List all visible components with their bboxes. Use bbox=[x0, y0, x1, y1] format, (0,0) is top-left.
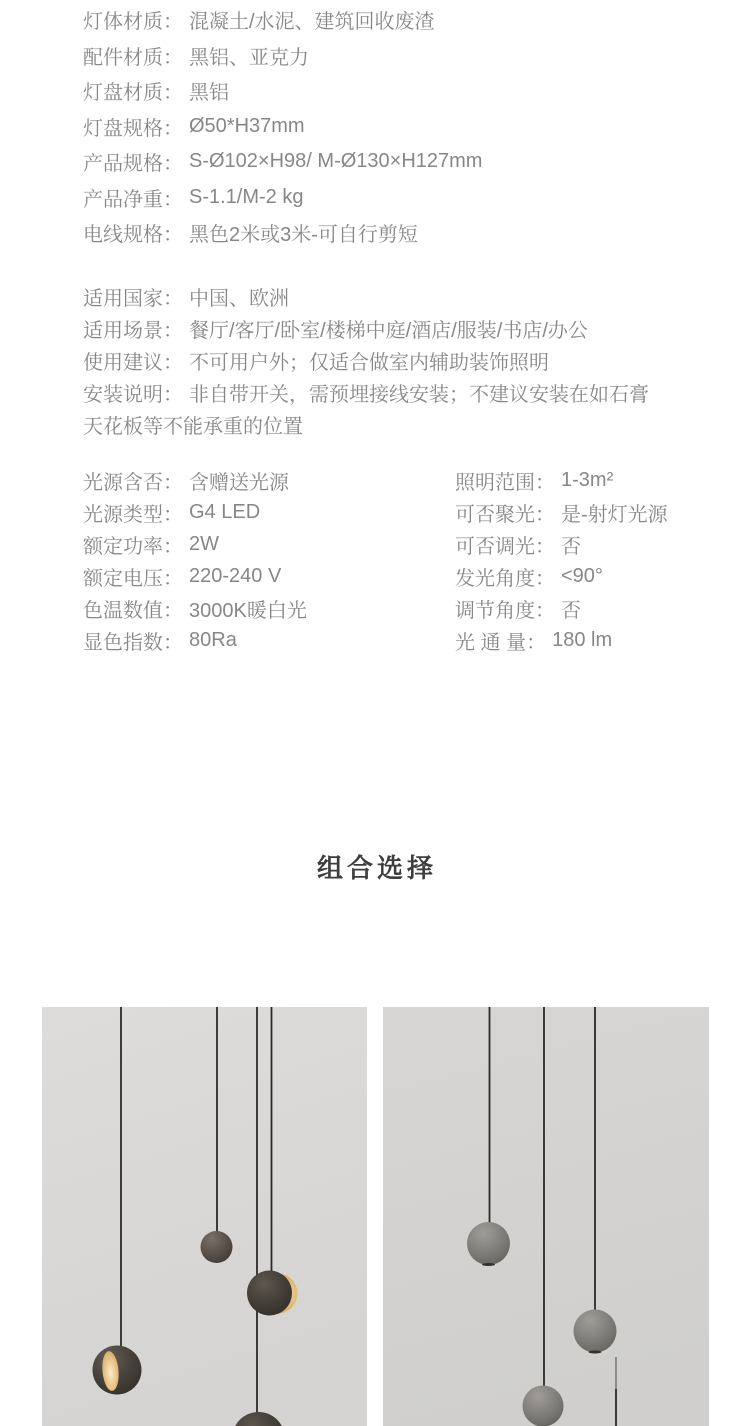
spec-row bbox=[83, 560, 307, 592]
spec-value: 是-射灯光源 bbox=[561, 503, 668, 526]
spec-row bbox=[83, 592, 307, 624]
concrete-sphere-bottom-cut bbox=[523, 1386, 564, 1426]
spec-label: 灯盘材质： bbox=[83, 82, 183, 105]
spec-label: 显色指数： bbox=[83, 631, 183, 654]
spec-row bbox=[83, 496, 307, 528]
spec-value: G4 LED bbox=[189, 500, 261, 523]
combination-photo-right bbox=[383, 1007, 709, 1426]
light-spec-list-left bbox=[83, 464, 307, 656]
spec-value: 不可用户外；仅适合做室内辅助装饰照明 bbox=[189, 351, 549, 374]
photo-background bbox=[42, 1007, 367, 1426]
spec-row bbox=[455, 560, 668, 592]
spec-value: <90° bbox=[561, 564, 603, 587]
spec-row bbox=[83, 344, 683, 376]
spec-value: 餐厅/客厅/卧室/楼梯中庭/酒店/服装/书店/办公 bbox=[189, 319, 588, 342]
spec-row bbox=[83, 624, 307, 656]
spec-label: 额定电压： bbox=[83, 567, 183, 590]
spec-value: 否 bbox=[561, 599, 581, 622]
spec-value: 3000K暖白光 bbox=[189, 599, 307, 622]
spec-value: 非自带开关，需预埋接线安装；不建议安装在如石膏 bbox=[189, 383, 649, 406]
spec-label: 调节角度： bbox=[455, 599, 555, 622]
spec-value: 黑色2米或3米-可自行剪短 bbox=[189, 224, 418, 247]
spec-row bbox=[455, 624, 668, 656]
section-title: 组合选择 bbox=[316, 853, 437, 883]
pendant-lamp-scene-left bbox=[42, 1007, 367, 1426]
spec-label: 适用国家： bbox=[83, 287, 183, 310]
spec-label: 安装说明： bbox=[83, 383, 183, 406]
spec-label: 可否聚光： bbox=[455, 503, 555, 526]
spec-value: 220-240 V bbox=[189, 564, 282, 587]
lamp-sphere-small bbox=[201, 1231, 233, 1263]
spec-value: Ø50*H37mm bbox=[189, 114, 305, 137]
spec-value: 2W bbox=[189, 532, 219, 555]
lamp-base-plate bbox=[482, 1263, 495, 1266]
photo-background bbox=[383, 1007, 709, 1426]
spec-label: 光源含否： bbox=[83, 471, 183, 494]
spec-label: 灯体材质： bbox=[83, 11, 183, 34]
spec-label: 发光角度： bbox=[455, 567, 555, 590]
spec-label: 光源类型： bbox=[83, 503, 183, 526]
spec-value: 含赠送光源 bbox=[189, 471, 289, 494]
pendant-lamp-scene-right bbox=[383, 1007, 709, 1426]
spec-row bbox=[455, 496, 668, 528]
spec-value: 否 bbox=[561, 535, 581, 558]
spec-value: S-Ø102×H98/ M-Ø130×H127mm bbox=[189, 150, 483, 173]
spec-row bbox=[83, 73, 482, 109]
spec-value: 混凝土/水泥、建筑回收废渣 bbox=[189, 11, 435, 34]
lamp-base-plate bbox=[589, 1351, 602, 1354]
spec-label: 使用建议： bbox=[83, 351, 183, 374]
spec-value: 黑铝、亚克力 bbox=[189, 46, 309, 69]
lamp-sphere-split-glow bbox=[93, 1346, 142, 1395]
spec-row bbox=[83, 376, 683, 408]
spec-label: 灯盘规格： bbox=[83, 117, 183, 140]
usage-spec-list bbox=[83, 280, 683, 440]
spec-row bbox=[83, 215, 482, 251]
spec-row bbox=[83, 180, 482, 216]
spec-label: 光 通 量： bbox=[455, 631, 547, 654]
spec-row bbox=[455, 592, 668, 624]
spec-row bbox=[83, 280, 683, 312]
spec-value: S-1.1/M-2 kg bbox=[189, 185, 304, 208]
spec-row bbox=[83, 144, 482, 180]
spec-label: 色温数值： bbox=[83, 599, 183, 622]
spec-label: 可否调光： bbox=[455, 535, 555, 558]
spec-value: 黑铝 bbox=[189, 82, 229, 105]
spec-value: 中国、欧洲 bbox=[189, 287, 289, 310]
spec-value: 1-3m² bbox=[561, 468, 614, 491]
spec-label: 电线规格： bbox=[83, 224, 183, 247]
light-spec-list-right bbox=[455, 464, 668, 656]
spec-row bbox=[83, 464, 307, 496]
spec-row bbox=[455, 464, 668, 496]
spec-label: 产品规格： bbox=[83, 153, 183, 176]
spec-label: 配件材质： bbox=[83, 46, 183, 69]
spec-label: 产品净重： bbox=[83, 188, 183, 211]
spec-row bbox=[83, 2, 482, 38]
spec-row bbox=[83, 528, 307, 560]
spec-row bbox=[83, 38, 482, 74]
spec-label: 额定功率： bbox=[83, 535, 183, 558]
product-spec-list bbox=[83, 2, 482, 251]
spec-wrap-line: 天花板等不能承重的位置 bbox=[83, 415, 303, 438]
spec-row bbox=[83, 312, 683, 344]
spec-row bbox=[455, 528, 668, 560]
spec-label: 照明范围： bbox=[455, 471, 555, 494]
spec-label: 适用场景： bbox=[83, 319, 183, 342]
combination-photo-left bbox=[42, 1007, 367, 1426]
spec-row bbox=[83, 109, 482, 145]
spec-value: 180 lm bbox=[552, 628, 613, 651]
spec-value: 80Ra bbox=[189, 628, 237, 651]
